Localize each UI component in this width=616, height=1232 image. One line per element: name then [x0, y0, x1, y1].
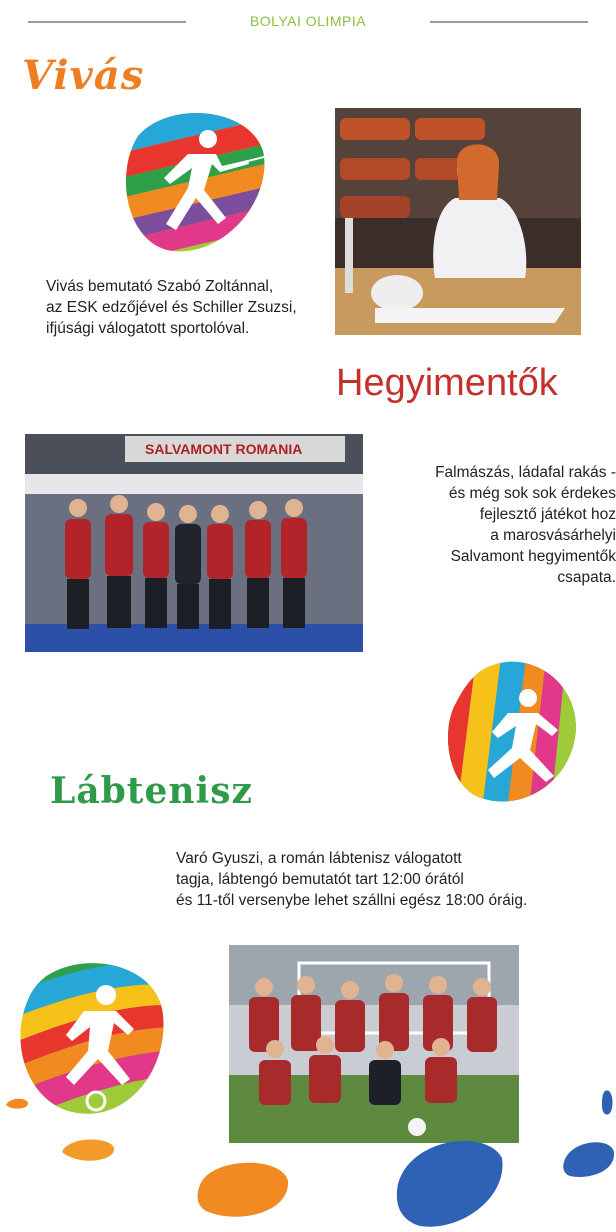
vivas-line-1: Vivás bemutató Szabó Zoltánnal, [46, 278, 274, 295]
lab-line-1: Varó Gyuszi, a román lábtenisz válogatott [176, 850, 462, 867]
vivas-line-3: ifjúsági válogatott sportolóval. [46, 320, 250, 337]
hegyimentok-description [368, 462, 616, 588]
decor-blob-orange-small [4, 1097, 30, 1111]
hegyi-line-4: a marosvásárhelyi [490, 527, 616, 544]
decor-blob-blue-right [560, 1136, 616, 1180]
hegyi-line-5: Salvamont hegyimentők [450, 548, 616, 565]
footballer-pictogram-icon [18, 955, 168, 1120]
page-header-title: BOLYAI OLIMPIA [249, 13, 367, 29]
decor-blob-blue-large [390, 1128, 506, 1230]
runner-pictogram-icon [446, 658, 578, 808]
section-title-hegyimentok: Hegyimentők [336, 362, 558, 404]
header-rule-right [430, 21, 588, 23]
hegyi-line-6: csapata. [557, 569, 616, 586]
lab-line-2: tagja, lábtengó bemutatót tart 12:00 órától [176, 871, 464, 888]
decor-blob-orange-large [194, 1155, 290, 1223]
decor-blob-orange-left [58, 1134, 116, 1166]
section-title-vivas: Vivás [22, 52, 145, 99]
hegyi-line-2: és még sok sok érdekes [448, 485, 616, 502]
fencer-photo [335, 108, 581, 335]
salvamont-banner-text: SALVAMONT ROMANIA [145, 441, 303, 457]
hegyi-line-3: fejlesztő játékot hoz [479, 506, 616, 523]
vivas-line-2: az ESK edzőjével és Schiller Zsuzsi, [46, 299, 297, 316]
footvolley-team-photo [229, 945, 519, 1143]
decor-blob-blue-edge [600, 1088, 614, 1118]
hegyi-line-1: Falmászás, ládafal rakás - [435, 464, 616, 481]
lab-line-3: és 11-től versenybe lehet szállni egész 18:00 óráig. [176, 892, 528, 909]
fencing-pictogram-icon [118, 106, 268, 258]
salvamont-team-photo [25, 434, 363, 652]
labtenisz-description [176, 848, 596, 911]
section-title-labtenisz: Lábtenisz [50, 770, 253, 812]
vivas-description [46, 276, 326, 339]
